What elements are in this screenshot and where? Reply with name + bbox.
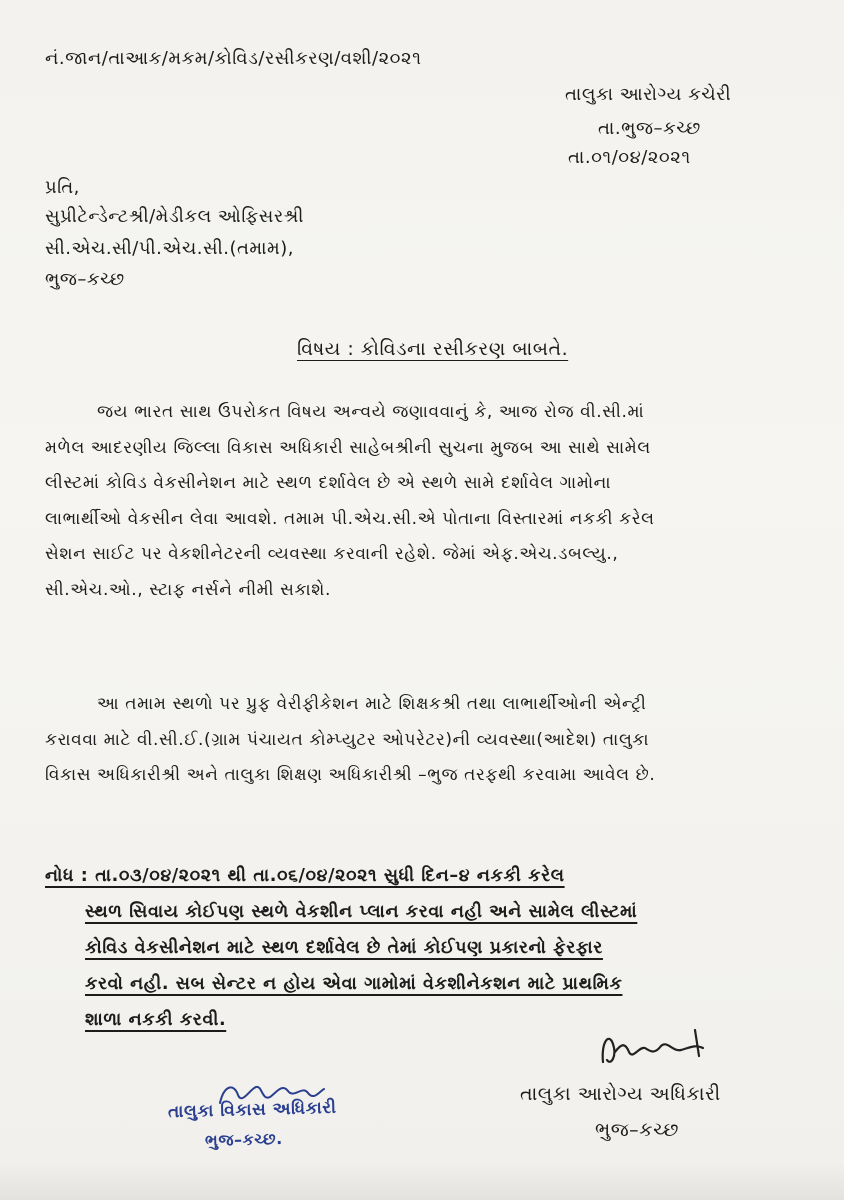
- body-line: જય ભારત સાથ ઉપરોકત વિષય અન્વયે જણાવવાનું કે, આજ રોજ વી.સી.માં: [97, 402, 645, 422]
- body-line: વિકાસ અધિકારીશ્રી અને તાલુકા શિક્ષણ અધિકારીશ્રી –ભુજ તરફથી કરવામા આવેલ છે.: [45, 765, 656, 785]
- signatory-place: ભુજ–કચ્છ: [595, 1119, 679, 1141]
- note-line: નોધ : તા.૦૩/૦૪/૨૦૨૧ થી તા.૦૬/૦૪/૨૦૨૧ સુધી દિન–૪ નકકી કરેલ: [45, 866, 565, 886]
- body-paragraph-2: [45, 687, 805, 794]
- body-line: સી.એચ.ઓ., સ્ટાફ નર્સને નીમી સકાશે.: [45, 579, 331, 600]
- recipient-line-3: ભુજ–કચ્છ: [45, 269, 125, 290]
- note-line: કરવો નહી. સબ સેન્ટર ન હોય એવા ગામોમાં વેકશીનેકશન માટે પ્રાથમિક: [85, 974, 623, 994]
- handwritten-signature: [595, 1022, 715, 1077]
- body-paragraph-1: [45, 395, 805, 608]
- paper-shadow: [0, 1160, 844, 1200]
- body-line: મળેલ આદરણીય જિલ્લા વિકાસ અધિકારી સાહેબશ્રીની સુચના મુજબ આ સાથે સામેલ: [45, 437, 651, 458]
- stamp-place: ભુજ–કચ્છ.: [204, 1128, 283, 1151]
- note-line: કોવિડ વેકસીનેશન માટે સ્થળ દર્શાવેલ છે તેમાં કોઈપણ પ્રકારનો ફેરફાર: [85, 938, 603, 958]
- body-line: સેશન સાઈટ પર વેકશીનેટરની વ્યવસ્થા કરવાની રહેશે. જેમાં એફ.એચ.ડબલ્યુ.,: [45, 544, 619, 564]
- recipient-prati: પ્રતિ,: [45, 177, 80, 198]
- subject-line: વિષય : કોવિડના રસીકરણ બાબતે.: [297, 338, 569, 360]
- recipient-line-1: સુપ્રીટેન્ડેન્ટશ્રી/મેડીકલ ઓફિસરશ્રી: [45, 206, 304, 227]
- note-block: [45, 858, 637, 1038]
- body-line: લીસ્ટમાં કોવિડ વેકસીનેશન માટે સ્થળ દર્શાવેલ છે એ સ્થળે સામે દર્શાવેલ ગામોના: [45, 473, 612, 493]
- office-place: તા.ભુજ–કચ્છ: [598, 118, 701, 139]
- office-name: તાલુકા આરોગ્ય કચેરી: [565, 84, 732, 105]
- note-line: શાળા નકકી કરવી.: [85, 1010, 227, 1030]
- note-line: સ્થળ સિવાય કોઈપણ સ્થળે વેકશીન પ્લાન કરવા નહી અને સામેલ લીસ્ટમાં: [85, 902, 638, 922]
- stamp-title: તાલુકા વિકાસ અધિકારી: [167, 1097, 337, 1123]
- letter-date: તા.૦૧/૦૪/૨૦૨૧: [568, 147, 691, 168]
- body-line: આ તમામ સ્થળો પર પ્રુફ વેરીફીકેશન માટે શિક્ષકશ્રી તથા લાભાર્થીઓની એન્ટ્રી: [97, 694, 647, 714]
- body-line: કરાવવા માટે વી.સી.ઈ.(ગ્રામ પંચાયત કોમ્પ્યુટર ઓપરેટર)ની વ્યવસ્થા(આદેશ) તાલુકા: [45, 729, 650, 750]
- body-line: લાભાર્થીઓ વેકસીન લેવા આવશે. તમામ પી.એચ.સી.એ પોતાના વિસ્તારમાં નકકી કરેલ: [45, 508, 655, 529]
- recipient-line-2: સી.એચ.સી/પી.એચ.સી.(તમામ),: [45, 238, 294, 259]
- reference-number: નં.જાન/તાઆક/મકમ/કોવિડ/રસીકરણ/વશી/૨૦૨૧: [45, 48, 422, 69]
- signatory-title: તાલુકા આરોગ્ય અધિકારી: [520, 1083, 721, 1105]
